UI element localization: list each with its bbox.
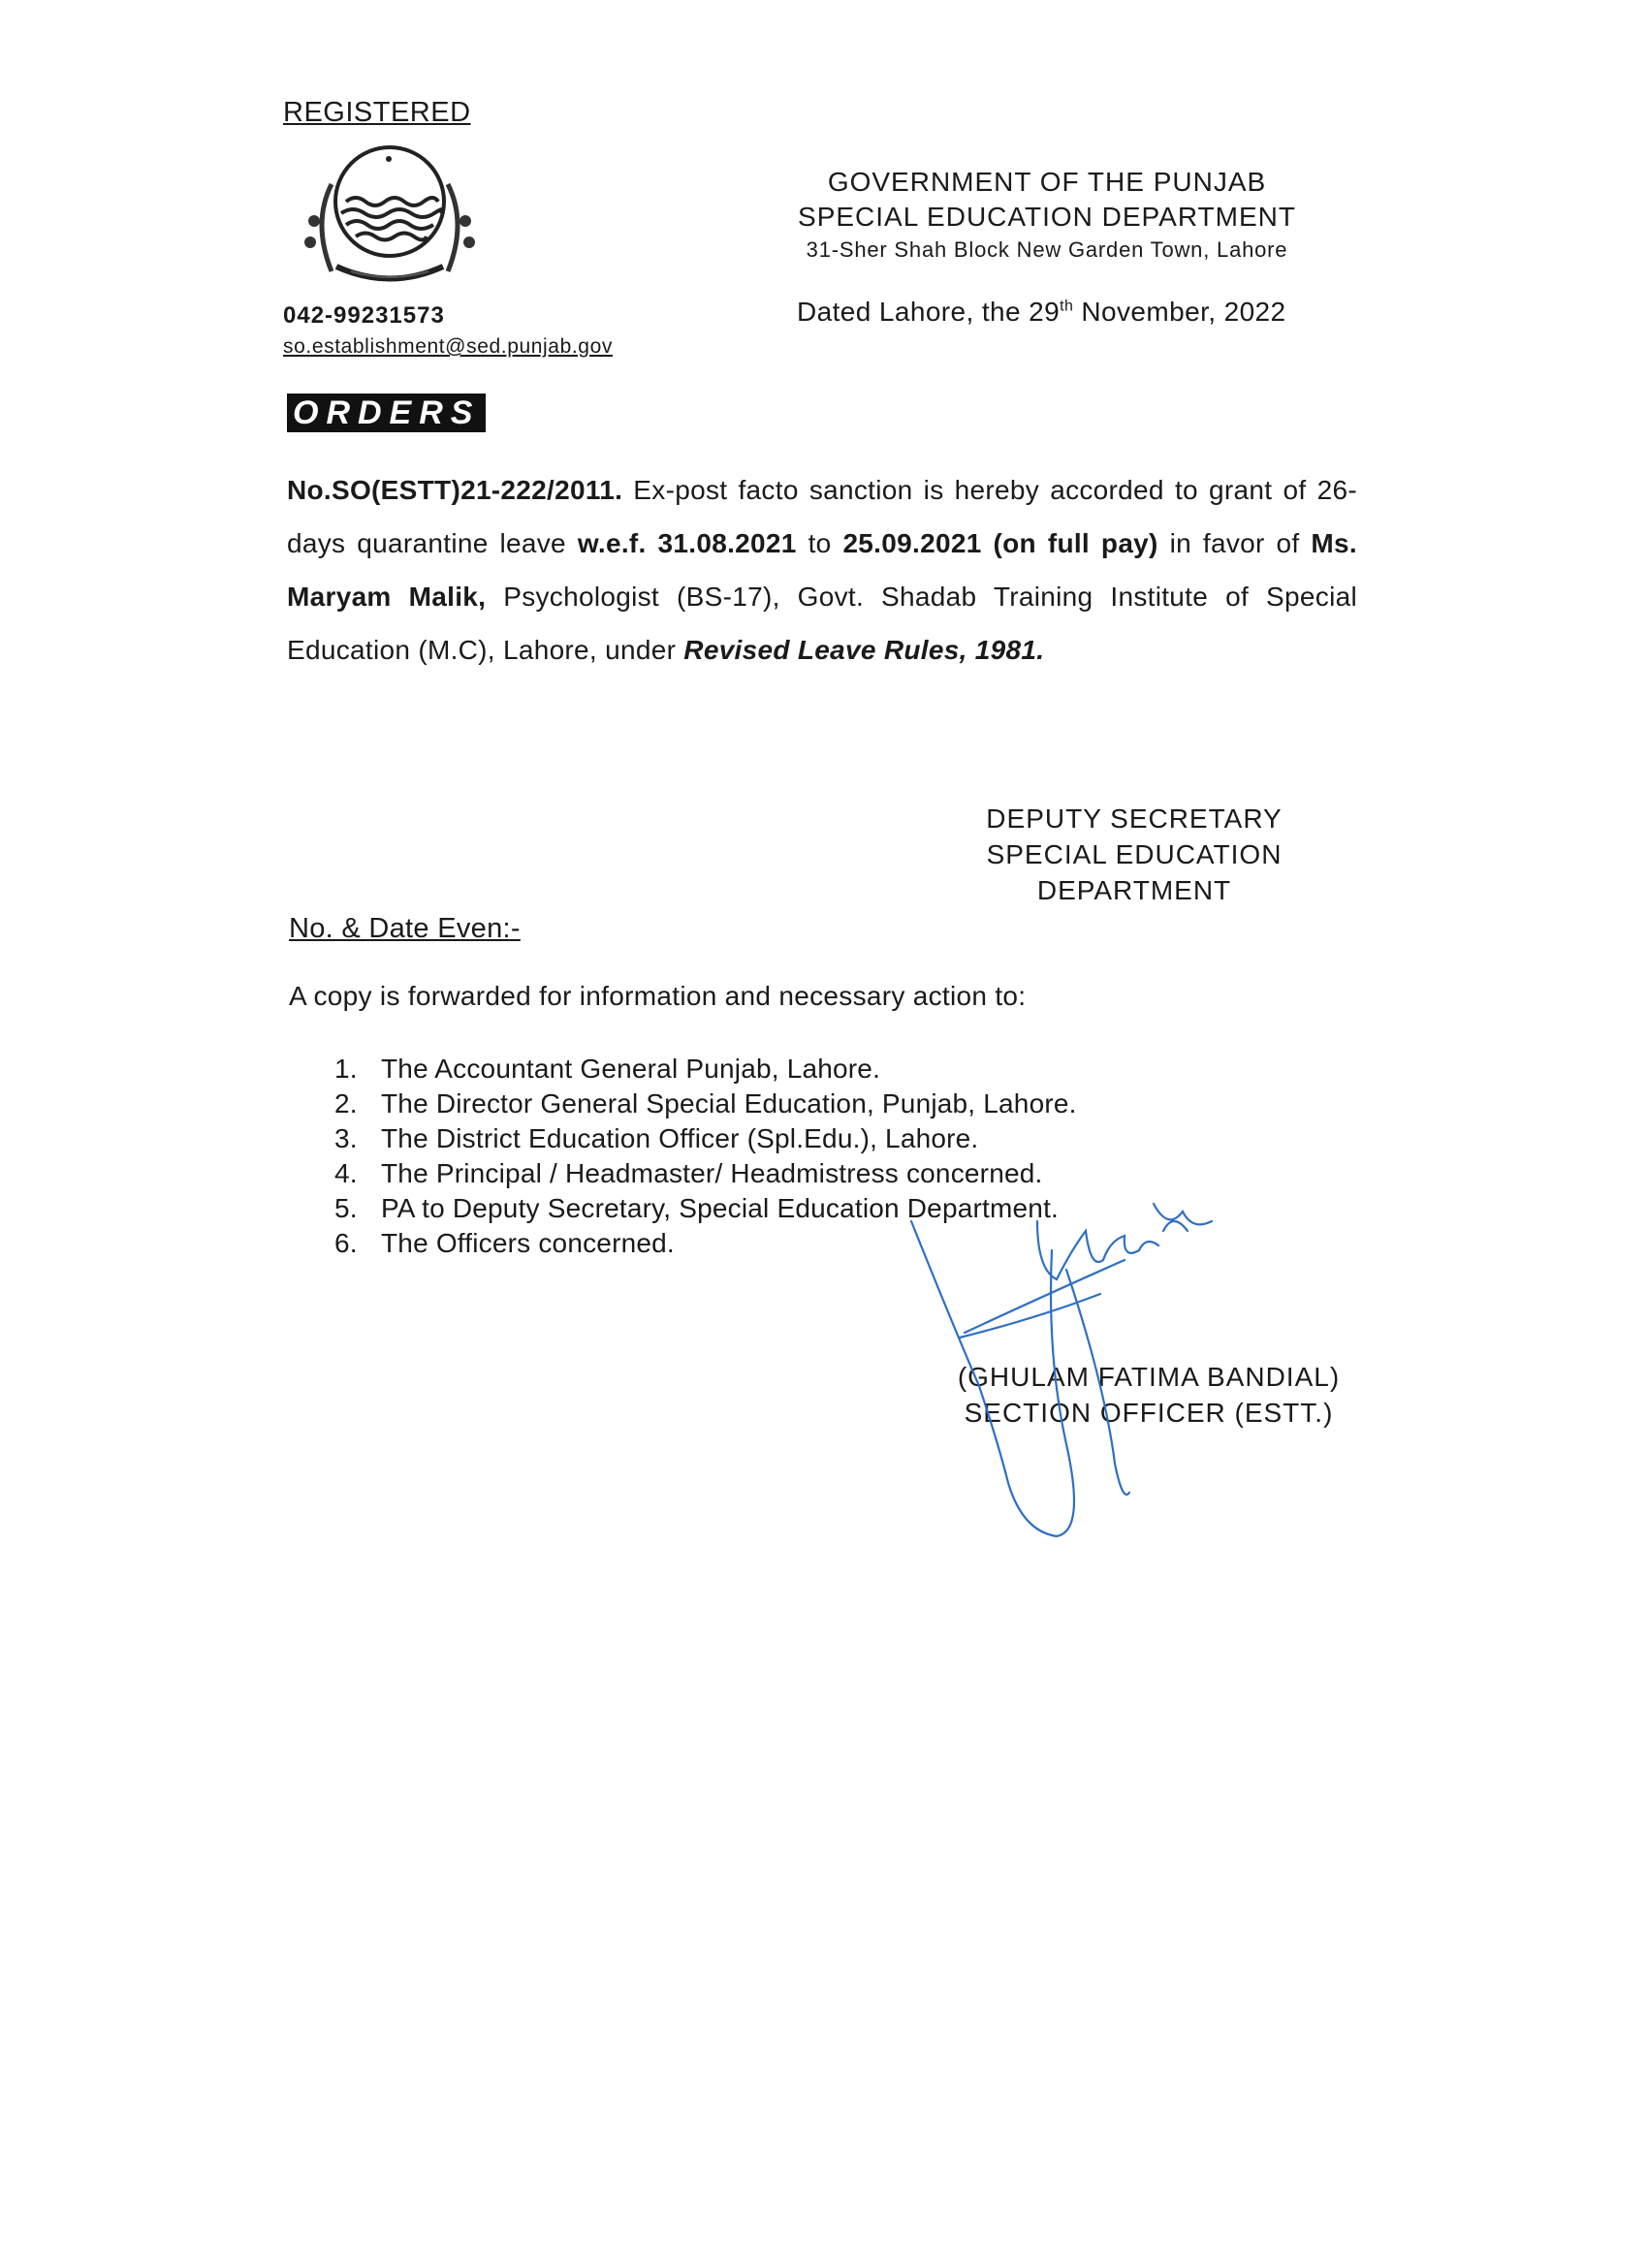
order-wef: w.e.f. 31.08.2021 bbox=[577, 528, 797, 558]
deputy-secretary-line3: DEPARTMENT bbox=[1036, 875, 1232, 905]
section-officer-title: SECTION OFFICER (ESTT.) bbox=[964, 1398, 1334, 1428]
department-address: 31-Sher Shah Block New Garden Town, Lahore bbox=[806, 237, 1288, 262]
order-paragraph bbox=[287, 463, 1357, 677]
order-to-date: 25.09.2021 (on full pay) bbox=[842, 528, 1158, 558]
department-header bbox=[766, 165, 1328, 266]
dated-line bbox=[797, 297, 1286, 328]
registered-label: REGISTERED bbox=[283, 97, 471, 128]
list-item-number: 3. bbox=[334, 1123, 358, 1153]
list-item-text: The Principal / Headmaster/ Headmistress concerned. bbox=[381, 1158, 1043, 1188]
list-item-text: PA to Deputy Secretary, Special Education Department. bbox=[381, 1193, 1060, 1223]
dated-ordinal: th bbox=[1060, 298, 1074, 315]
list-item-number: 6. bbox=[334, 1228, 358, 1258]
dated-suffix: November, 2022 bbox=[1073, 297, 1286, 327]
phone-number: 042-99231573 bbox=[283, 302, 445, 329]
order-text-3: Psychologist (BS-17), Govt. Shadab Training Institute of Special Education (M.C), Lahore, under bbox=[287, 582, 1357, 665]
leave-rules: Revised Leave Rules, 1981. bbox=[683, 635, 1045, 665]
government-title: GOVERNMENT OF THE PUNJAB bbox=[827, 167, 1267, 197]
list-item-number: 2. bbox=[334, 1088, 358, 1118]
deputy-secretary-block bbox=[950, 801, 1318, 908]
list-item bbox=[334, 1087, 1077, 1121]
list-item bbox=[334, 1121, 1077, 1156]
order-text-2: in favor of bbox=[1157, 528, 1312, 558]
employee-name: Ms. Maryam Malik, bbox=[287, 528, 1357, 612]
order-text-1: Ex-post facto sanction is hereby accorded to grant of 26-days quarantine leave bbox=[287, 475, 1357, 558]
deputy-secretary-line1: DEPUTY SECRETARY bbox=[986, 803, 1283, 834]
list-item-number: 4. bbox=[334, 1158, 358, 1188]
list-item-number: 5. bbox=[334, 1193, 358, 1223]
list-item bbox=[334, 1052, 1077, 1087]
handwritten-signature bbox=[892, 1192, 1221, 1541]
section-officer-name: (GHULAM FATIMA BANDIAL) bbox=[957, 1362, 1341, 1392]
list-item-number: 1. bbox=[334, 1054, 358, 1084]
dated-prefix: Dated Lahore, the 29 bbox=[797, 297, 1061, 327]
list-item-text: The Officers concerned. bbox=[381, 1228, 675, 1258]
list-item-text: The District Education Officer (Spl.Edu.), Lahore. bbox=[381, 1123, 979, 1153]
punjab-emblem-logo bbox=[293, 145, 487, 291]
department-title: SPECIAL EDUCATION DEPARTMENT bbox=[798, 202, 1296, 232]
list-item-text: The Accountant General Punjab, Lahore. bbox=[381, 1054, 881, 1084]
list-item-text: The Director General Special Education, Punjab, Lahore. bbox=[381, 1088, 1077, 1118]
email-link[interactable]: so.establishment@sed.punjab.gov bbox=[283, 335, 613, 358]
order-to: to bbox=[796, 528, 843, 558]
copy-forwarded-text: A copy is forwarded for information and necessary action to: bbox=[289, 981, 1027, 1011]
list-item bbox=[334, 1156, 1077, 1191]
orders-heading: ORDERS bbox=[287, 394, 486, 432]
deputy-secretary-line2: SPECIAL EDUCATION bbox=[986, 839, 1283, 869]
order-number: No.SO(ESTT)21-222/2011. bbox=[287, 475, 623, 505]
no-date-even: No. & Date Even:- bbox=[289, 913, 521, 944]
